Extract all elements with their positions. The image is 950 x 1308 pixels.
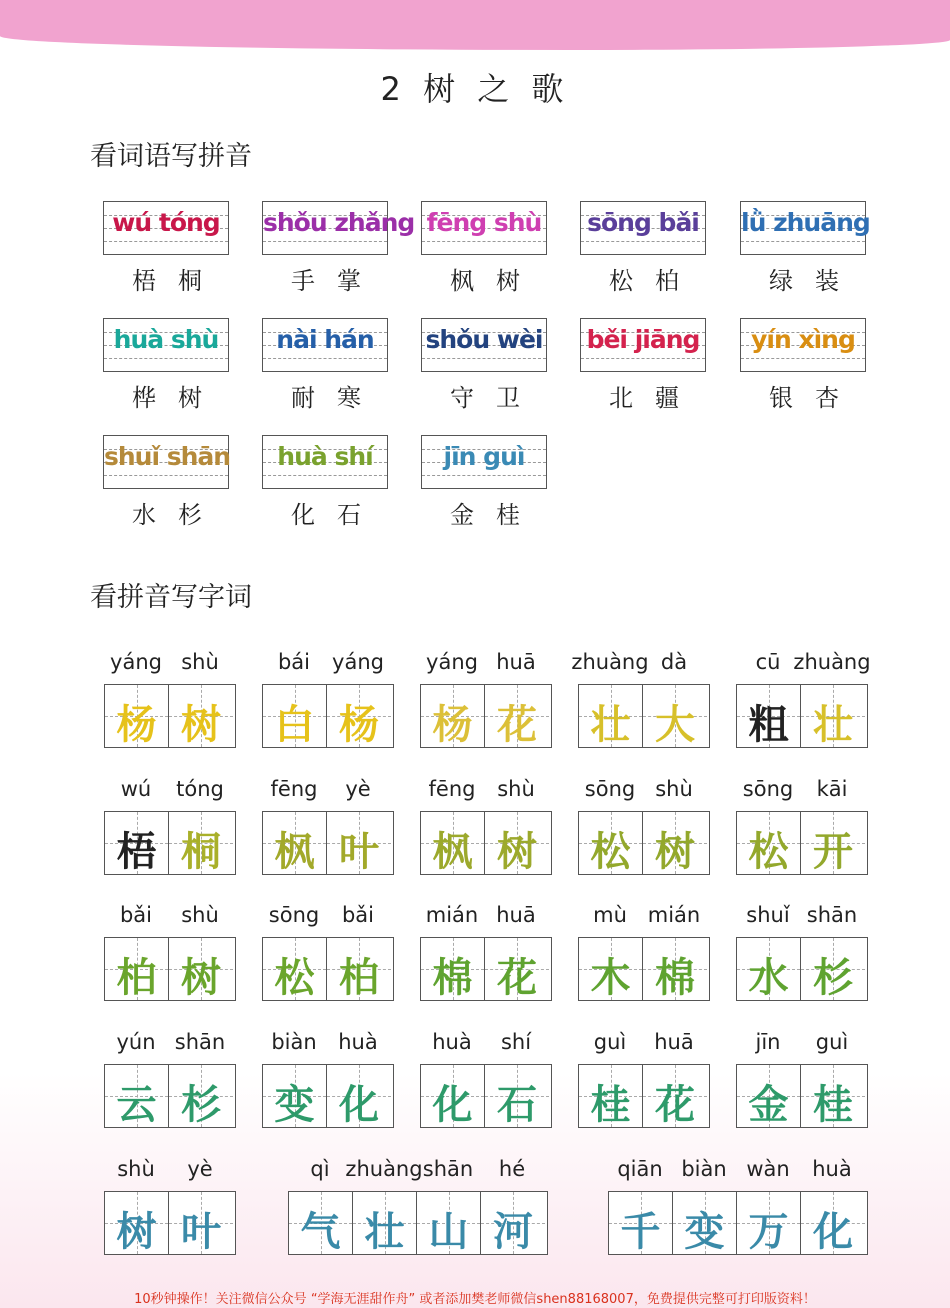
- tianzige-cell: [579, 1065, 643, 1127]
- pinyin-prompt: [104, 1030, 234, 1058]
- pinyin-prompt: [262, 777, 392, 805]
- tianzige-grid: [262, 937, 394, 1001]
- pinyin-answer: nài hán: [276, 325, 374, 354]
- tianzige-grid: [288, 1191, 548, 1255]
- pinyin-writing-box: [103, 435, 229, 489]
- answer-character: 树: [497, 828, 537, 875]
- tianzige-cell: [169, 1192, 233, 1254]
- answer-character: 白: [274, 701, 315, 748]
- pinyin-syllable: huā: [496, 650, 536, 674]
- answer-character: 壮: [590, 701, 631, 748]
- pinyin-syllable: cū: [755, 650, 781, 674]
- tianzige-cell: [737, 1065, 801, 1127]
- pinyin-writing-box: [580, 201, 706, 255]
- pinyin-syllable: zhuàng: [793, 650, 871, 674]
- pinyin-syllable: biàn: [271, 1030, 317, 1054]
- tianzige-cell: [105, 1065, 169, 1127]
- pinyin-writing-box: [421, 318, 547, 372]
- tianzige-cell: [579, 938, 643, 1000]
- answer-character: 气: [300, 1208, 341, 1255]
- pinyin-prompt: [262, 650, 392, 678]
- word-hanzi: 绿装: [769, 267, 861, 295]
- pinyin-syllable: wàn: [746, 1157, 790, 1181]
- tianzige-cell: [105, 938, 169, 1000]
- answer-character: 松: [590, 828, 631, 875]
- top-decorative-band: [0, 0, 950, 50]
- character-card: [578, 777, 710, 875]
- answer-character: 化: [813, 1208, 853, 1255]
- answer-character: 杨: [339, 701, 379, 748]
- tianzige-cell: [263, 812, 327, 874]
- pinyin-writing-box: [262, 318, 388, 372]
- tianzige-grid: [420, 1064, 552, 1128]
- pinyin-syllable: shān: [806, 903, 858, 927]
- answer-character: 树: [116, 1208, 157, 1255]
- tianzige-cell: [105, 685, 169, 747]
- pinyin-syllable: dà: [660, 650, 688, 674]
- pinyin-prompt: [420, 903, 550, 931]
- pinyin-syllable: kāi: [816, 777, 848, 801]
- pinyin-prompt: [736, 777, 866, 805]
- tianzige-grid: [420, 684, 552, 748]
- tianzige-grid: [262, 811, 394, 875]
- tianzige-cell: [169, 938, 233, 1000]
- character-card: [104, 777, 236, 875]
- tianzige-cell: [579, 812, 643, 874]
- tianzige-cell: [485, 685, 549, 747]
- pinyin-answer: shǒu zhǎng: [263, 208, 415, 237]
- pinyin-prompt: [420, 650, 550, 678]
- tianzige-cell: [327, 1065, 391, 1127]
- pinyin-syllable: huā: [496, 903, 536, 927]
- pinyin-syllable: yáng: [110, 650, 162, 674]
- character-card: [420, 1030, 552, 1128]
- section-heading-write-characters: 看拼音写字词: [90, 582, 252, 613]
- character-card: [420, 777, 552, 875]
- answer-character: 金: [748, 1081, 789, 1128]
- pinyin-syllable: yún: [116, 1030, 156, 1054]
- pinyin-prompt: [288, 1157, 546, 1185]
- pinyin-syllable: zhuàng: [345, 1157, 423, 1181]
- pinyin-prompt: [262, 1030, 392, 1058]
- character-card: [736, 903, 868, 1001]
- answer-character: 树: [181, 954, 221, 1001]
- tianzige-cell: [609, 1192, 673, 1254]
- answer-character: 壮: [364, 1208, 405, 1255]
- tianzige-cell: [289, 1192, 353, 1254]
- pinyin-syllable: yáng: [426, 650, 478, 674]
- tianzige-grid: [578, 937, 710, 1001]
- pinyin-syllable: yè: [345, 777, 371, 801]
- tianzige-cell: [737, 938, 801, 1000]
- tianzige-cell: [327, 812, 391, 874]
- pinyin-syllable: fēng: [428, 777, 476, 801]
- tianzige-grid: [578, 811, 710, 875]
- pinyin-syllable: huà: [432, 1030, 472, 1054]
- tianzige-grid: [104, 937, 236, 1001]
- character-card: [736, 777, 868, 875]
- tianzige-grid: [104, 1191, 236, 1255]
- pinyin-syllable: shí: [500, 1030, 532, 1054]
- pinyin-syllable: yè: [187, 1157, 213, 1181]
- tianzige-grid: [578, 684, 710, 748]
- tianzige-grid: [104, 811, 236, 875]
- pinyin-syllable: shù: [117, 1157, 155, 1181]
- pinyin-writing-box: [103, 318, 229, 372]
- answer-character: 松: [748, 828, 789, 875]
- answer-character: 花: [497, 954, 537, 1001]
- pinyin-answer: huà shí: [277, 442, 373, 471]
- tianzige-cell: [169, 1065, 233, 1127]
- tianzige-cell: [737, 812, 801, 874]
- pinyin-syllable: qì: [310, 1157, 330, 1181]
- pinyin-syllable: guì: [815, 1030, 849, 1054]
- answer-character: 木: [590, 954, 631, 1001]
- tianzige-cell: [643, 938, 707, 1000]
- character-card: [104, 1030, 236, 1128]
- tianzige-cell: [417, 1192, 481, 1254]
- pinyin-syllable: shān: [174, 1030, 226, 1054]
- answer-character: 花: [497, 701, 537, 748]
- tianzige-grid: [736, 811, 868, 875]
- answer-character: 云: [116, 1081, 157, 1128]
- pinyin-syllable: qiān: [617, 1157, 663, 1181]
- pinyin-syllable: huà: [338, 1030, 378, 1054]
- word-hanzi: 银杏: [769, 384, 861, 412]
- pinyin-syllable: shù: [497, 777, 535, 801]
- answer-character: 千: [620, 1208, 661, 1255]
- pinyin-prompt: [608, 1157, 866, 1185]
- tianzige-cell: [801, 685, 865, 747]
- pinyin-syllable: wú: [120, 777, 152, 801]
- pinyin-answer: shuǐ shān: [104, 442, 231, 471]
- tianzige-cell: [169, 812, 233, 874]
- tianzige-cell: [643, 1065, 707, 1127]
- pinyin-card: [262, 318, 390, 413]
- pinyin-syllable: mián: [425, 903, 479, 927]
- pinyin-syllable: sōng: [742, 777, 794, 801]
- tianzige-cell: [485, 938, 549, 1000]
- tianzige-cell: [643, 685, 707, 747]
- tianzige-cell: [737, 1192, 801, 1254]
- pinyin-syllable: bái: [277, 650, 311, 674]
- pinyin-syllable: mián: [647, 903, 701, 927]
- pinyin-card: [421, 318, 549, 413]
- answer-character: 枫: [432, 828, 473, 875]
- character-card: [608, 1157, 868, 1255]
- tianzige-grid: [736, 937, 868, 1001]
- section-heading-write-pinyin: 看词语写拼音: [90, 141, 252, 172]
- pinyin-prompt: [578, 903, 708, 931]
- page-title: 2 树 之 歌: [380, 70, 570, 108]
- pinyin-syllable: huà: [812, 1157, 852, 1181]
- answer-character: 树: [655, 828, 695, 875]
- pinyin-prompt: [736, 650, 871, 678]
- pinyin-prompt: [420, 777, 550, 805]
- pinyin-syllable: shān: [422, 1157, 474, 1181]
- pinyin-card: [103, 435, 231, 530]
- pinyin-syllable: bǎi: [341, 903, 375, 927]
- pinyin-card: [740, 201, 868, 296]
- pinyin-card: [103, 201, 231, 296]
- character-card: [104, 903, 236, 1001]
- pinyin-syllable: shuǐ: [746, 903, 790, 927]
- character-card: [578, 903, 710, 1001]
- answer-character: 万: [748, 1208, 789, 1255]
- pinyin-syllable: bǎi: [119, 903, 153, 927]
- footer-note: 10秒钟操作！关注微信公众号 “学海无涯甜作舟” 或者添加樊老师微信shen88168007，免费提供完整可打印版资料！: [134, 1292, 816, 1307]
- answer-character: 壮: [813, 701, 853, 748]
- answer-character: 桂: [590, 1081, 631, 1128]
- pinyin-card: [580, 201, 708, 296]
- answer-character: 叶: [181, 1208, 221, 1255]
- character-card: [288, 1157, 548, 1255]
- answer-character: 粗: [748, 701, 789, 748]
- pinyin-syllable: hé: [498, 1157, 526, 1181]
- pinyin-answer: běi jiāng: [586, 325, 700, 354]
- tianzige-cell: [579, 685, 643, 747]
- tianzige-cell: [263, 938, 327, 1000]
- pinyin-writing-box: [262, 435, 388, 489]
- tianzige-cell: [801, 812, 865, 874]
- tianzige-cell: [105, 812, 169, 874]
- pinyin-answer: yín xìng: [751, 325, 855, 354]
- pinyin-answer: sōng bǎi: [587, 208, 699, 237]
- tianzige-cell: [643, 812, 707, 874]
- pinyin-prompt: [262, 903, 392, 931]
- pinyin-writing-box: [262, 201, 415, 255]
- answer-character: 化: [432, 1081, 473, 1128]
- tianzige-cell: [481, 1192, 545, 1254]
- character-card: [262, 777, 394, 875]
- pinyin-answer: fēng shù: [426, 208, 542, 237]
- pinyin-syllable: jīn: [755, 1030, 781, 1054]
- pinyin-syllable: sōng: [584, 777, 636, 801]
- pinyin-syllable: guì: [593, 1030, 627, 1054]
- answer-character: 河: [493, 1208, 533, 1255]
- pinyin-syllable: huā: [654, 1030, 694, 1054]
- pinyin-prompt: [420, 1030, 550, 1058]
- answer-character: 松: [274, 954, 315, 1001]
- tianzige-grid: [262, 684, 394, 748]
- tianzige-grid: [262, 1064, 394, 1128]
- pinyin-writing-box: [740, 201, 870, 255]
- answer-character: 花: [655, 1081, 695, 1128]
- word-hanzi: 金桂: [450, 501, 542, 529]
- answer-character: 棉: [655, 954, 695, 1001]
- pinyin-syllable: mù: [593, 903, 627, 927]
- word-hanzi: 水杉: [132, 501, 224, 529]
- pinyin-prompt: [104, 903, 234, 931]
- pinyin-syllable: sōng: [268, 903, 320, 927]
- pinyin-prompt: [104, 777, 234, 805]
- answer-character: 山: [428, 1208, 469, 1255]
- pinyin-prompt: [104, 650, 234, 678]
- tianzige-cell: [485, 1065, 549, 1127]
- pinyin-syllable: shù: [181, 650, 219, 674]
- tianzige-cell: [263, 685, 327, 747]
- tianzige-cell: [737, 685, 801, 747]
- answer-character: 水: [748, 954, 789, 1001]
- tianzige-cell: [353, 1192, 417, 1254]
- answer-character: 大: [655, 701, 695, 748]
- answer-character: 叶: [339, 828, 379, 875]
- tianzige-cell: [327, 938, 391, 1000]
- character-card: [262, 1030, 394, 1128]
- tianzige-grid: [104, 1064, 236, 1128]
- answer-character: 杨: [116, 701, 157, 748]
- character-card: [104, 1157, 236, 1255]
- pinyin-prompt: [571, 650, 708, 678]
- word-hanzi: 松柏: [609, 267, 701, 295]
- pinyin-answer: jīn guì: [443, 442, 525, 471]
- character-card: [420, 650, 552, 748]
- word-hanzi: 化石: [291, 501, 383, 529]
- tianzige-grid: [420, 937, 552, 1001]
- pinyin-writing-box: [740, 318, 866, 372]
- word-hanzi: 手掌: [291, 267, 383, 295]
- character-card: [420, 903, 552, 1001]
- tianzige-cell: [421, 938, 485, 1000]
- character-card: [104, 650, 236, 748]
- word-hanzi: 北疆: [609, 384, 701, 412]
- tianzige-cell: [327, 685, 391, 747]
- pinyin-syllable: fēng: [270, 777, 318, 801]
- character-card: [736, 1030, 868, 1128]
- character-card: [262, 650, 394, 748]
- tianzige-grid: [578, 1064, 710, 1128]
- answer-character: 变: [274, 1081, 315, 1128]
- answer-character: 开: [813, 828, 853, 875]
- pinyin-answer: huà shù: [113, 325, 219, 354]
- pinyin-syllable: yáng: [332, 650, 384, 674]
- answer-character: 杉: [181, 1081, 221, 1128]
- tianzige-grid: [104, 684, 236, 748]
- pinyin-answer: wú tóng: [112, 208, 220, 237]
- character-card: [571, 650, 710, 748]
- character-card: [736, 650, 871, 748]
- tianzige-cell: [263, 1065, 327, 1127]
- pinyin-syllable: zhuàng: [571, 650, 649, 674]
- tianzige-cell: [801, 1192, 865, 1254]
- pinyin-prompt: [104, 1157, 234, 1185]
- answer-character: 梧: [116, 828, 157, 875]
- tianzige-cell: [801, 1065, 865, 1127]
- word-hanzi: 梧桐: [132, 267, 224, 295]
- pinyin-syllable: shù: [655, 777, 693, 801]
- pinyin-card: [580, 318, 708, 413]
- answer-character: 枫: [274, 828, 315, 875]
- tianzige-grid: [608, 1191, 868, 1255]
- pinyin-card: [262, 201, 415, 296]
- pinyin-prompt: [578, 1030, 708, 1058]
- pinyin-card: [262, 435, 390, 530]
- pinyin-card: [421, 435, 549, 530]
- word-hanzi: 守卫: [450, 384, 542, 412]
- answer-character: 桐: [181, 828, 221, 875]
- answer-character: 桂: [813, 1081, 853, 1128]
- character-card: [578, 1030, 710, 1128]
- tianzige-cell: [801, 938, 865, 1000]
- answer-character: 柏: [339, 954, 379, 1001]
- character-card: [262, 903, 394, 1001]
- tianzige-cell: [421, 685, 485, 747]
- word-hanzi: 耐寒: [291, 384, 383, 412]
- pinyin-writing-box: [421, 201, 547, 255]
- pinyin-prompt: [578, 777, 708, 805]
- pinyin-prompt: [736, 1030, 866, 1058]
- tianzige-cell: [421, 1065, 485, 1127]
- answer-character: 棉: [432, 954, 473, 1001]
- pinyin-writing-box: [580, 318, 706, 372]
- pinyin-card: [103, 318, 231, 413]
- answer-character: 化: [339, 1081, 379, 1128]
- word-hanzi: 桦树: [132, 384, 224, 412]
- answer-character: 石: [497, 1081, 537, 1128]
- answer-character: 杉: [813, 954, 853, 1001]
- pinyin-syllable: shù: [181, 903, 219, 927]
- tianzige-cell: [485, 812, 549, 874]
- answer-character: 变: [684, 1208, 725, 1255]
- tianzige-grid: [420, 811, 552, 875]
- pinyin-card: [421, 201, 549, 296]
- tianzige-grid: [736, 684, 868, 748]
- pinyin-prompt: [736, 903, 866, 931]
- pinyin-syllable: biàn: [681, 1157, 727, 1181]
- pinyin-syllable: tóng: [176, 777, 224, 801]
- tianzige-grid: [736, 1064, 868, 1128]
- tianzige-cell: [421, 812, 485, 874]
- pinyin-writing-box: [103, 201, 229, 255]
- answer-character: 树: [181, 701, 221, 748]
- tianzige-cell: [169, 685, 233, 747]
- answer-character: 杨: [432, 701, 473, 748]
- pinyin-writing-box: [421, 435, 547, 489]
- answer-character: 柏: [116, 954, 157, 1001]
- pinyin-card: [740, 318, 868, 413]
- tianzige-cell: [105, 1192, 169, 1254]
- pinyin-answer: lǜ zhuāng: [741, 208, 870, 237]
- tianzige-cell: [673, 1192, 737, 1254]
- pinyin-answer: shǒu wèi: [425, 325, 543, 354]
- word-hanzi: 枫树: [450, 267, 542, 295]
